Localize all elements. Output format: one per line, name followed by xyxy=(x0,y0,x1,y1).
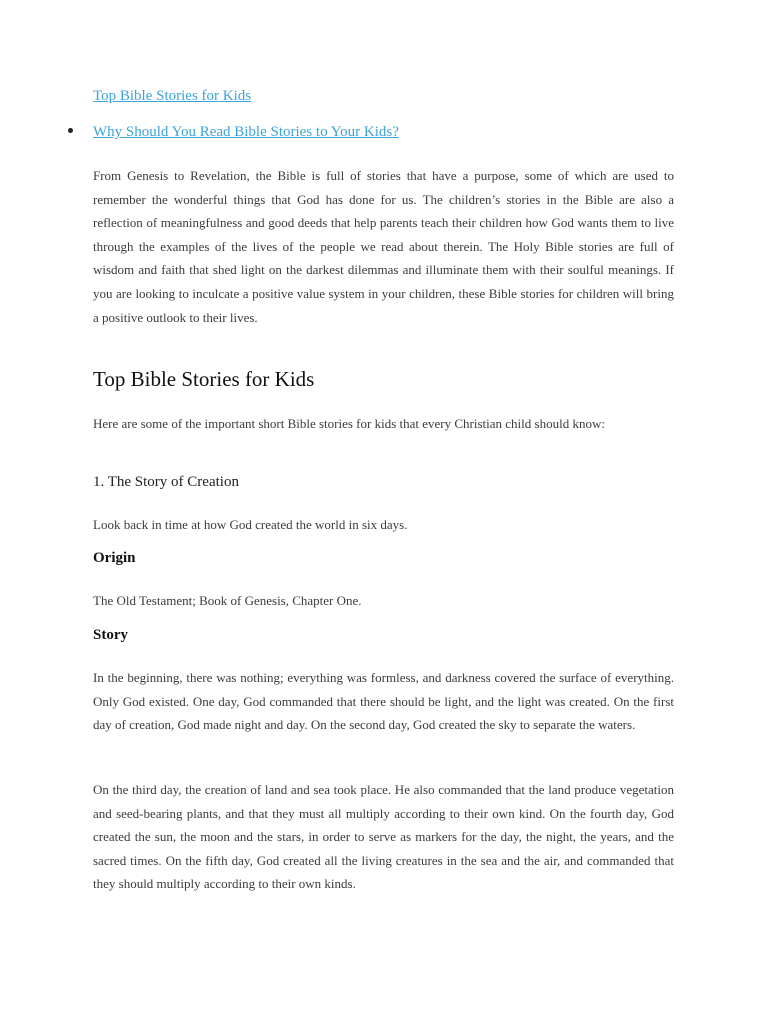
intro-paragraph: From Genesis to Revelation, the Bible is full of stories that have a purpose, some of which are used to remember the wonderful things that God has done for us. The children’s stories in the Bible are also a reflection of meaningfulness and good deeds that help parents teach their children how God wants them to live through the examples of the lives of the people we read about therein. The Holy Bible stories are full of wisdom and faith that shed light on the darkest dilemmas and illuminate them with their soulful meanings. If you are looking to inculcate a positive value system in your children, these Bible stories for children will bring a positive outlook to their lives. xyxy=(93,168,674,325)
origin-text: The Old Testament; Book of Genesis, Chapter One. xyxy=(93,593,362,608)
section-intro-paragraph: Here are some of the important short Bible stories for kids that every Christian child should know: xyxy=(93,416,605,431)
story-summary: Look back in time at how God created the world in six days. xyxy=(93,517,408,532)
story-paragraph: On the third day, the creation of land and sea took place. He also commanded that the land produce vegetation and seed-bearing plants, and that they must all multiply according to their own kind. On the fourth day, God created the sun, the moon and the stars, in order to serve as markers for the day, the night, the years, and the sacred times. On the fifth day, God created all the living creatures in the sea and the air, and commanded that they should multiply according to their own kinds. xyxy=(93,782,674,892)
toc-link-top-bible-stories[interactable]: Top Bible Stories for Kids xyxy=(93,88,252,104)
toc-link-why-read[interactable]: Why Should You Read Bible Stories to Your Kids? xyxy=(93,124,399,140)
story-paragraph: In the beginning, there was nothing; everything was formless, and darkness covered the surface of everything. Only God existed. One day, God commanded that there should be light, and the light was created. On the first day of creation, God made night and day. On the second day, God created the sky to separate the waters. xyxy=(93,670,674,733)
bullet-icon xyxy=(68,128,73,133)
toc-list-item xyxy=(68,123,399,141)
origin-heading: Origin xyxy=(93,550,136,566)
story-heading: Story xyxy=(93,627,128,643)
story-title: 1. The Story of Creation xyxy=(93,474,239,490)
section-heading: Top Bible Stories for Kids xyxy=(93,367,315,391)
